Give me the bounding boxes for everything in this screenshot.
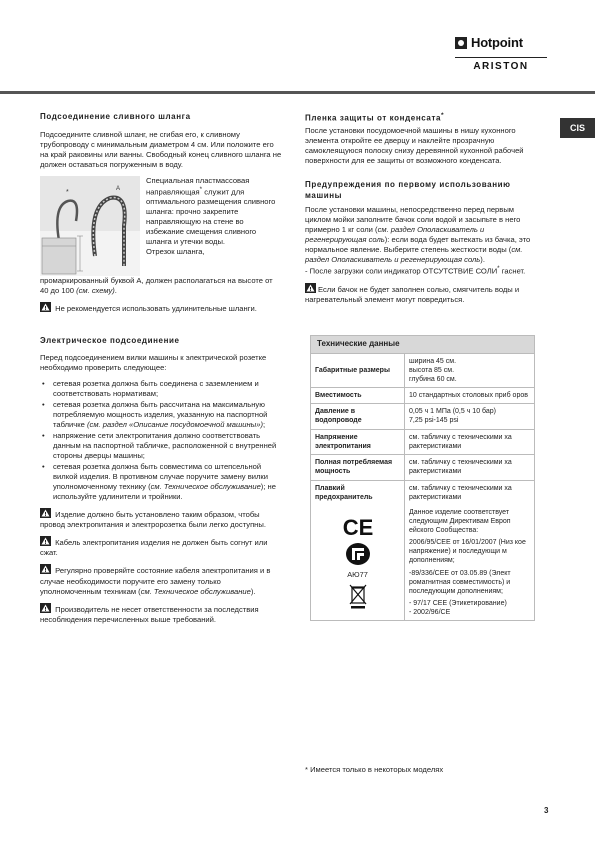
film-title-star: * — [441, 112, 445, 119]
b4-text-a: сетевая розетка должна быть совместима со штепсельной вилкой изделия. В противном случае поручите замену вилки уполномоченному технику ( — [53, 462, 268, 492]
first-use-section — [305, 180, 535, 305]
electric-intro: Перед подсоединением вилки машины к электрической розетке необходимо проверить следующее: — [40, 353, 267, 373]
b2-ref: (см. раздел «Описание посудомоечной машины») — [87, 420, 264, 430]
first-use-b: ): если вода будет вытекать из бачка, это нормальное явление. Выберите степень жесткости воды ( — [305, 235, 531, 255]
drain-height-a: промаркированный буквой А, должен располагаться на высоте от 40 до 100 — [40, 275, 273, 295]
warning-text: Изделие должно быть установлено таким образом, чтобы провод электропитания и электророзетка были легко доступны. — [40, 510, 266, 530]
drain-warning — [40, 302, 283, 314]
first-use-a: После установки машины, непосредственно перед первым циклом мойки заполните бачок соли водой и засыпьте в него примерно 1 кг соли ( — [305, 205, 521, 235]
weee-bin-icon — [348, 583, 368, 609]
drain-hose-diagram — [40, 176, 140, 276]
table-value-line: высота 85 см. — [409, 366, 455, 374]
drain-title: Подсоединение сливного шланга — [40, 112, 191, 121]
first-use-paragraph — [305, 205, 535, 277]
table-value — [405, 481, 534, 505]
guide-star: * — [199, 185, 203, 193]
table-value — [405, 354, 534, 387]
drain-warning-text: Не рекомендуется использовать удлинительные шланги. — [53, 303, 257, 313]
b4-text-b: ); не используйте удлинители и тройники. — [53, 482, 276, 502]
electric-section — [40, 336, 283, 625]
list-item: • сетевая розетка должна быть соединена с заземлением и соответствовать нормативам; — [40, 379, 283, 399]
gost-code: АЮ77 — [347, 569, 368, 579]
hotpoint-logo-icon — [455, 37, 467, 49]
first-use-title: Предупреждения по первому использованию машины — [305, 180, 511, 200]
warning-icon — [40, 603, 51, 613]
tech-data-table — [310, 335, 535, 621]
film-title-text: Пленка защиты от конденсата — [305, 113, 442, 123]
table-key: Габаритные размеры — [311, 354, 405, 387]
film-title — [305, 112, 535, 124]
warning-ref: см. Техническое обслуживание — [140, 586, 251, 596]
drain-paragraph: Подсоедините сливной шланг, не сгибая его, к сливному трубопроводу с минимальным диаметром 4 см. Или положите его на край раковины или ванны. Свободный конец сливного шланга не должен оставаться погруженным в воду. — [40, 129, 282, 169]
table-key: Вместимость — [311, 388, 405, 403]
drain-height-paragraph — [40, 276, 283, 296]
compliance-line: - 97/17 CEE (Этикетирование) - 2002/96/CE — [409, 599, 507, 616]
table-row — [311, 404, 534, 429]
left-column — [40, 112, 283, 639]
warning-text: Производитель не несет ответственности за последствия несоблюдения перечисленных выше требований. — [40, 604, 259, 624]
warning-icon — [40, 564, 51, 574]
table-row — [311, 354, 534, 388]
film-paragraph: После установки посудомоечной машины в нишу кухонного элемента откройте ее дверцу и наклейте прозрачную самоклеящуюся полоску снизу деревянной кухонной рабочей поверхности для ее защиты от возможного конденсата. — [305, 126, 524, 166]
table-key: Плавкий предохранитель — [311, 481, 405, 505]
table-value — [405, 404, 534, 428]
tech-data-title: Технические данные — [311, 336, 534, 354]
language-tab: CIS — [560, 118, 595, 138]
electric-list — [40, 379, 283, 502]
drain-figure-text — [146, 176, 283, 276]
b4-ref: см. Техническое обслуживание — [150, 482, 261, 492]
guide-text-c: Отрезок шланга, — [146, 247, 205, 257]
table-value-line: см. табличку с техническими ха рактеристиками — [409, 459, 512, 476]
warning-icon — [40, 508, 51, 518]
table-value-line: глубина 60 см. — [409, 375, 457, 383]
warning-icon — [305, 283, 316, 293]
table-row — [311, 388, 534, 404]
svg-text:CE: CE — [342, 515, 373, 538]
table-value — [405, 388, 534, 403]
logo-sub: ARISTON — [455, 57, 547, 73]
guide-text-b: служит для оптимального размещения сливного шланга: прочно закрепите направляющую на стене во избежание смещения сливного шланга и утечки воды. — [146, 187, 276, 247]
first-use-ref-2: см. раздел Ополаскиватель и регенерирующая соль — [305, 245, 523, 265]
warning-text-end: ). — [250, 586, 256, 596]
warning-icon — [40, 302, 51, 312]
compliance-line: -89/336/CEE от 03.05.89 (Элект ромагнитная совместимость) и последующим дополнениям; — [409, 569, 511, 595]
table-value-line: 0,05 ч 1 МПа (0,5 ч 10 бар) — [409, 408, 496, 416]
table-value — [405, 455, 534, 479]
brand-logo — [455, 34, 547, 73]
drain-height-ref: (см. схему) — [76, 285, 115, 295]
salt-indicator-star: * — [497, 265, 500, 273]
table-row — [311, 455, 534, 480]
table-value-line: 7,25 psi-145 psi — [409, 417, 459, 425]
electric-warning-4 — [40, 603, 283, 625]
electric-warning-2 — [40, 536, 283, 558]
diagram-star-label: * — [66, 188, 69, 196]
table-row — [311, 481, 534, 505]
table-value-line: см. табличку с техническими ха рактеристиками — [409, 484, 512, 501]
footnote: * Имеется только в некоторых моделях — [305, 765, 444, 774]
compliance-line: Данное изделие соответствует следующим Директивам Европ ейского Сообщества: — [409, 508, 511, 535]
warning-text: Кабель электропитания изделия не должен быть согнут или сжат. — [40, 538, 268, 558]
drain-height-b: . — [114, 285, 117, 295]
table-value-line: ширина 45 см. — [409, 357, 457, 365]
warning-text: Регулярно проверяйте состояние кабеля электропитания и в случае необходимости поручите его замену только уполномоченным техникам ( — [40, 566, 271, 596]
b2-text-b: ; — [263, 420, 266, 430]
list-item — [40, 400, 283, 430]
drain-figure-block — [40, 176, 283, 276]
table-value — [405, 430, 534, 454]
diagram-a-label: A — [116, 185, 121, 192]
list-item: • напряжение сети электропитания должно соответствовать данным на паспортной табличке, расположенной с внутренней стороны дверцы машины; — [40, 431, 283, 461]
electric-warning-3 — [40, 564, 283, 596]
ce-mark-icon — [341, 516, 375, 538]
page-number: 3 — [544, 806, 549, 815]
warning-icon — [40, 536, 51, 546]
drain-section — [40, 112, 283, 314]
first-use-warning-text: Если бачок не будет заполнен солью, смягчитель воды и нагревательный элемент могут повредиться. — [305, 285, 520, 305]
table-key: Напряжение электропитания — [311, 430, 405, 454]
compliance-line: 2006/95/CEE от 16/01/2007 (Низ кое напряжение) и последующи м дополнениям; — [409, 539, 526, 565]
list-item — [40, 462, 283, 502]
table-row-marks — [311, 505, 534, 620]
guide-text-a: Специальная пластмассовая направляющая — [146, 175, 250, 197]
first-use-warning — [305, 283, 535, 305]
b2-text-a: сетевая розетка должна быть рассчитана на максимальную потребляемую мощность изделия, указанную на паспортной табличке — [53, 400, 268, 430]
gost-certification-icon — [345, 542, 371, 566]
first-use-ref-1: см. раздел Ополаскиватель и регенерирующая соль — [305, 225, 485, 245]
table-row — [311, 430, 534, 455]
table-key: Давление в водопроводе — [311, 404, 405, 428]
first-use-c: ). — [480, 255, 485, 265]
salt-indicator-b: гаснет. — [499, 266, 526, 276]
table-value-line: 10 стандартных столовых приб оров — [409, 391, 528, 399]
right-column — [305, 112, 535, 621]
electric-title: Электрическое подсоединение — [40, 335, 180, 345]
table-key: Полная потребляемая мощность — [311, 455, 405, 479]
salt-indicator-a: - После загрузки соли индикатор ОТСУТСТВИЕ СОЛИ — [305, 266, 498, 276]
electric-warning-1 — [40, 508, 283, 530]
logo-brand: Hotpoint — [471, 35, 523, 50]
film-section — [305, 112, 535, 166]
marks-cell — [311, 505, 405, 620]
compliance-text — [405, 505, 534, 620]
header-rule — [0, 91, 595, 94]
table-value-line: см. табличку с техническими ха рактеристиками — [409, 433, 512, 450]
tech-rows — [311, 354, 534, 505]
